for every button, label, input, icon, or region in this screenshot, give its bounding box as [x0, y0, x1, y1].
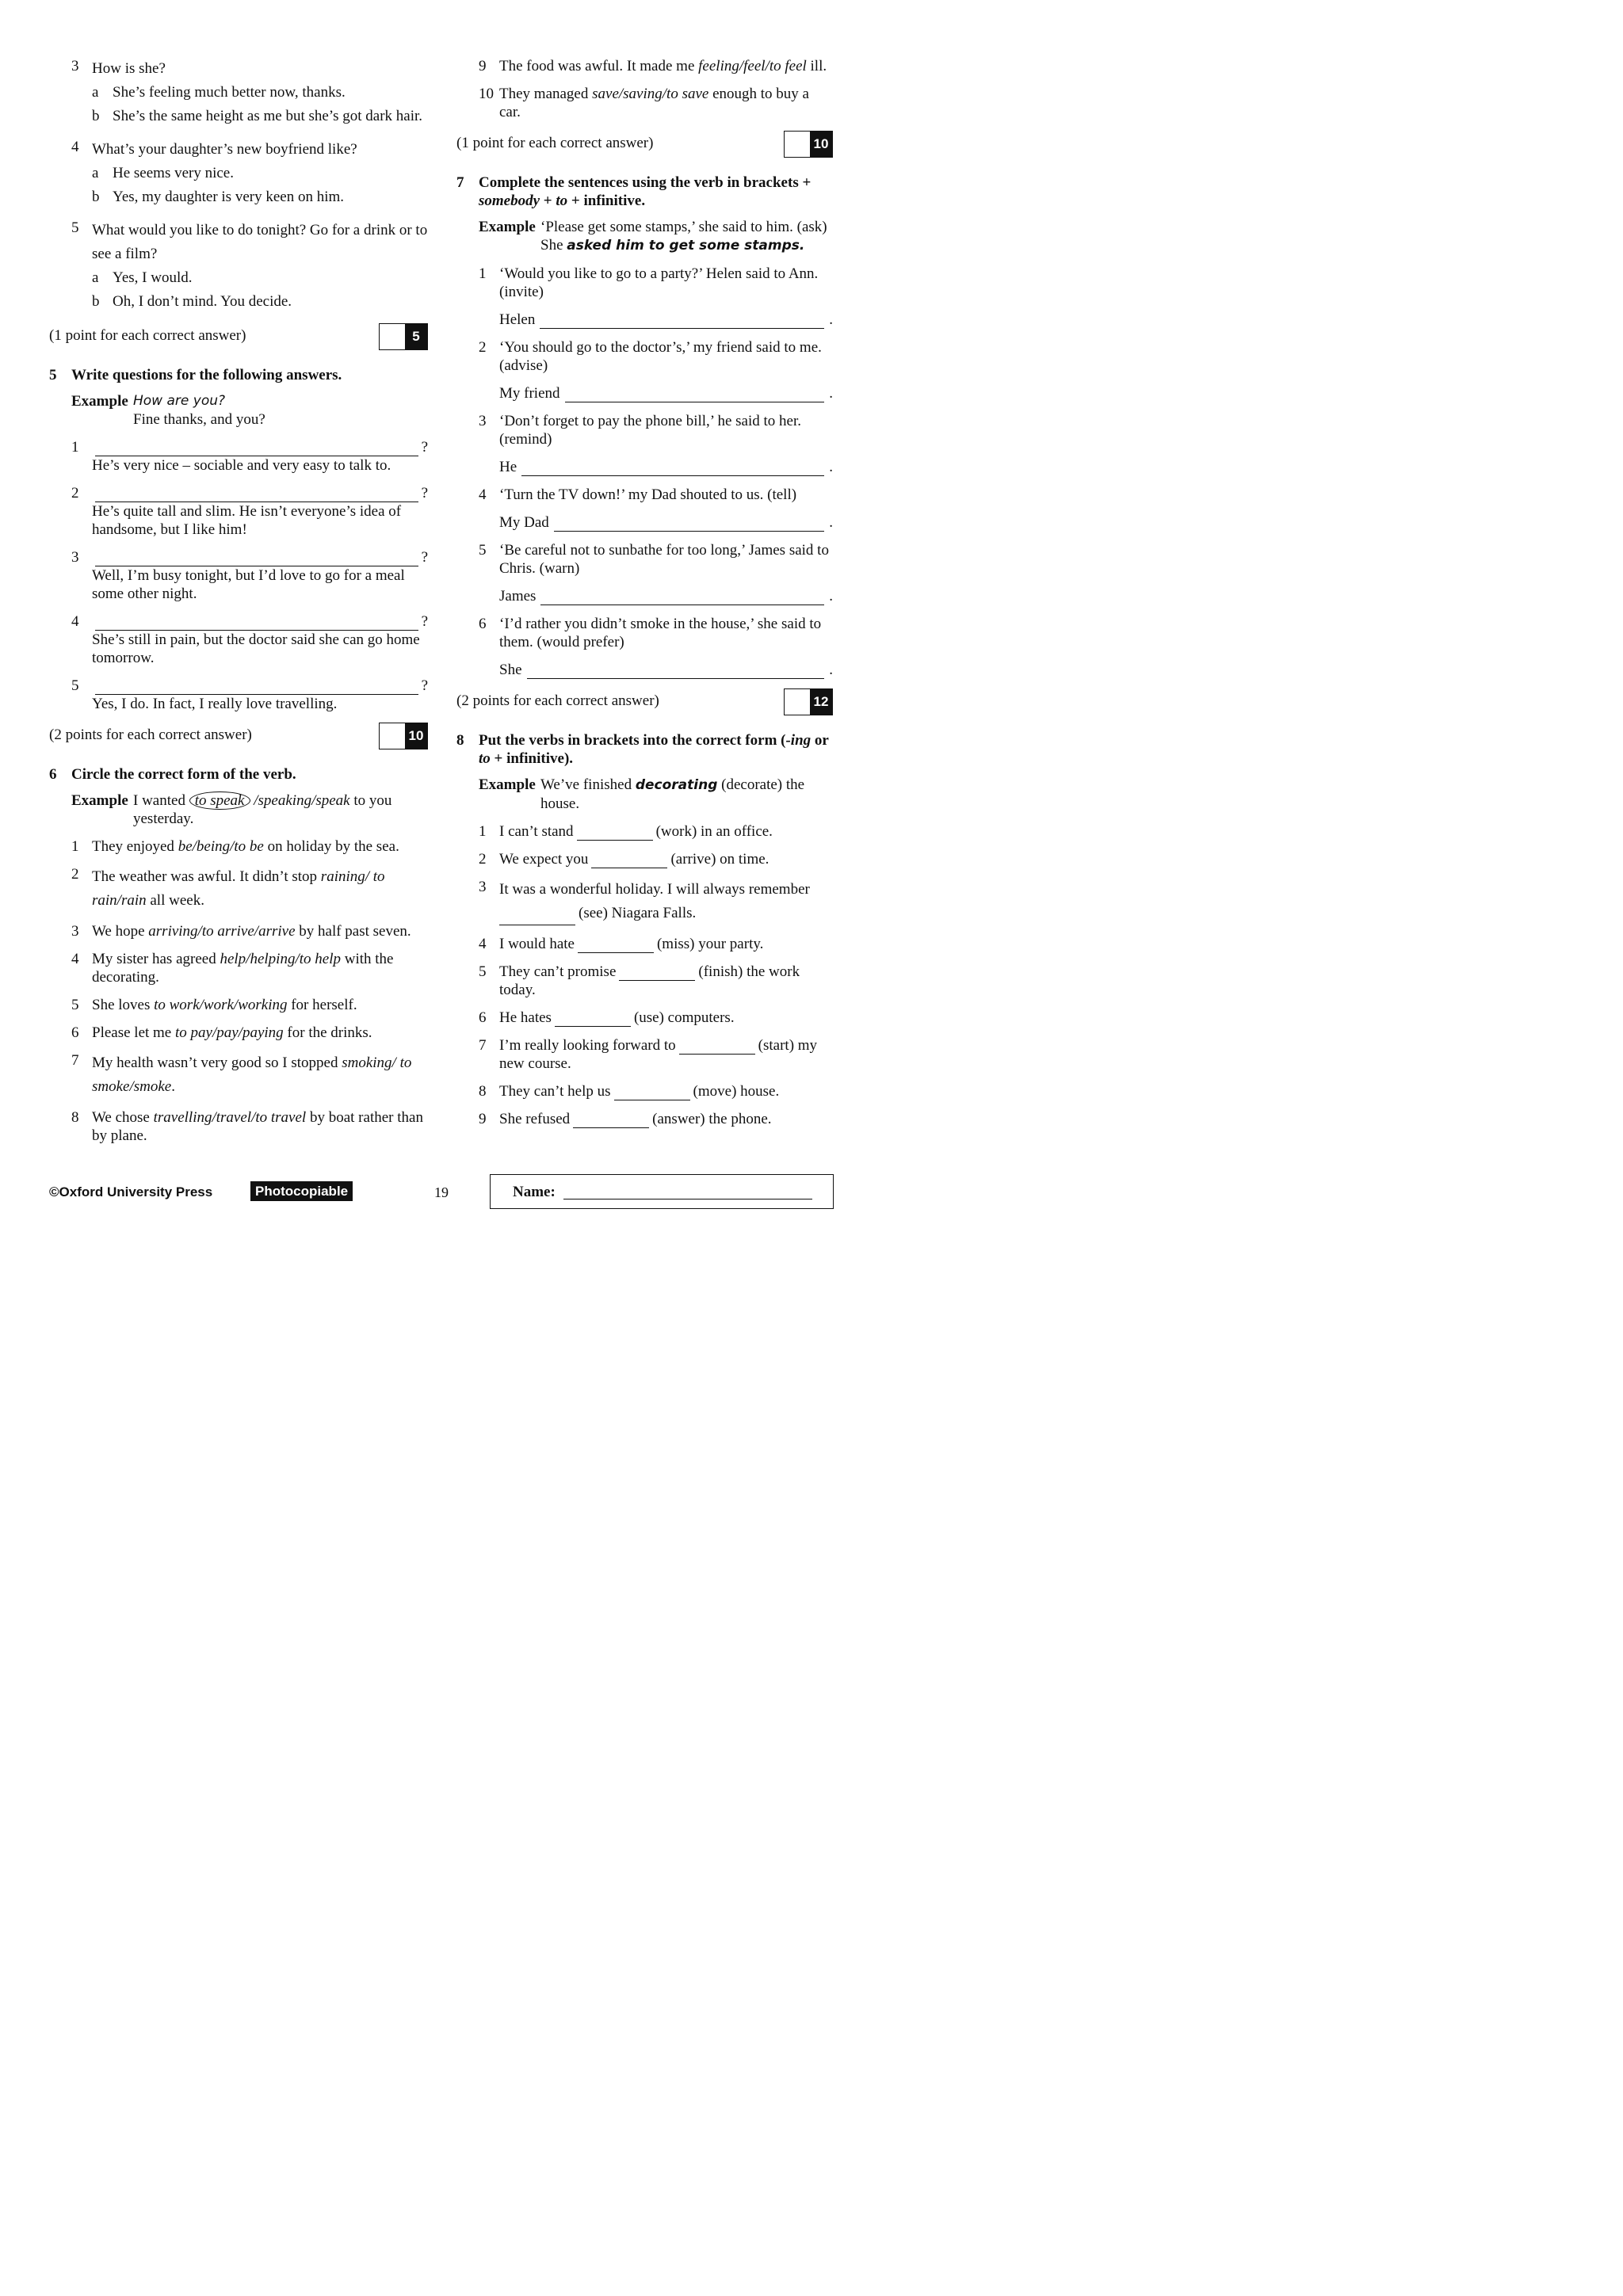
example-post: to you yesterday. [133, 792, 392, 827]
verb-options[interactable]: to work/work/working [154, 997, 288, 1013]
sentence-post: (miss) your party. [656, 936, 764, 952]
verb-options[interactable]: feeling/feel/to feel [698, 58, 807, 74]
question-item [456, 935, 833, 953]
question-item [49, 138, 428, 209]
question-item [456, 1110, 833, 1128]
sentence [499, 935, 833, 953]
sentence-post: (finish) the work today. [499, 963, 800, 998]
sentence-start: My friend [499, 385, 560, 402]
item-number: 9 [479, 1111, 487, 1127]
question-item [49, 57, 428, 128]
sentence-post: ill. [806, 58, 827, 74]
section-title [479, 731, 833, 768]
example-answer: decorating [635, 777, 718, 793]
gap-blank[interactable] [499, 910, 575, 925]
example-label: Example [479, 776, 536, 793]
score-box[interactable] [784, 688, 833, 715]
section-title: Circle the correct form of the verb. [71, 766, 296, 783]
question-item [456, 1036, 833, 1073]
write-in-line[interactable] [95, 440, 418, 456]
item-number: 7 [479, 1037, 487, 1054]
question-item [49, 612, 428, 667]
verb-options[interactable]: help/helping/to help [220, 951, 341, 967]
verb-options[interactable]: travelling/travel/to travel [153, 1109, 307, 1126]
sentence-post: for herself. [287, 997, 357, 1013]
line-end-mark: ? [421, 677, 428, 694]
answer-option[interactable] [92, 81, 428, 105]
item-number: 2 [479, 339, 487, 356]
write-in-line[interactable] [527, 662, 825, 679]
verb-options[interactable]: save/saving/to save [592, 86, 709, 102]
completion-row [499, 311, 833, 329]
line-end-mark: ? [421, 485, 428, 502]
score-box[interactable] [379, 723, 428, 749]
line-end-mark: . [829, 662, 833, 678]
question-item [49, 996, 428, 1014]
gap-blank[interactable] [573, 1113, 649, 1128]
score-box[interactable] [784, 131, 833, 158]
example-start: She [540, 237, 563, 254]
option-text: Oh, I don’t mind. You decide. [113, 293, 292, 310]
sentence-post: with the decorating. [92, 951, 394, 986]
prompt-text: ‘Don’t forget to pay the phone bill,’ he said to her. (remind) [499, 413, 801, 448]
example-label: Example [479, 219, 536, 235]
sentence [499, 850, 833, 868]
example-circled-answer: to speak [189, 791, 250, 810]
title-part: + [540, 193, 556, 209]
item-number: 8 [479, 1083, 487, 1100]
sentence [92, 1024, 428, 1042]
points-row-s5 [49, 723, 428, 751]
sentence-pre: I’m really looking forward to [499, 1037, 676, 1054]
points-text: (1 point for each correct answer) [49, 327, 246, 344]
title-part: to [479, 750, 491, 767]
prompt-text: ‘I’d rather you didn’t smoke in the house,’ she said to them. (would prefer) [499, 616, 822, 650]
sentence-pre: They can’t promise [499, 963, 617, 980]
example-options: /speaking/speak [254, 792, 350, 809]
question-text: What’s your daughter’s new boyfriend like? [92, 141, 357, 158]
question-item [456, 412, 833, 476]
sentence-pre: I would hate [499, 936, 575, 952]
example-prompt: ‘Please get some stamps,’ she said to him. (ask) [540, 219, 827, 235]
example-post: (decorate) the house. [540, 776, 805, 812]
points-text: (2 points for each correct answer) [49, 727, 252, 743]
sentence-pre: My health wasn’t very good so I stopped [92, 1055, 342, 1071]
question4-items [49, 57, 428, 314]
gap-blank[interactable] [679, 1039, 755, 1055]
completion-row [499, 587, 833, 605]
answer-line-row [92, 612, 428, 631]
completion-row [499, 661, 833, 679]
question-item [456, 1082, 833, 1100]
option-letter: b [92, 189, 100, 205]
question-item [456, 615, 833, 679]
item-number: 9 [479, 58, 487, 74]
item-number: 4 [71, 951, 79, 967]
section6-items [49, 837, 428, 1145]
title-part: + infinitive). [490, 750, 574, 767]
verb-options[interactable]: smoking/ to smoke/smoke [92, 1055, 412, 1095]
question-item [456, 822, 833, 841]
item-number: 7 [71, 1052, 79, 1069]
gap-blank[interactable] [591, 853, 667, 868]
item-number: 5 [71, 997, 79, 1013]
write-in-line[interactable] [95, 614, 418, 631]
gap-blank[interactable] [555, 1012, 631, 1027]
sentence [499, 1009, 833, 1027]
answer-line-row [92, 438, 428, 456]
given-answer: Yes, I do. In fact, I really love travelling. [92, 696, 338, 712]
question-item [456, 57, 833, 75]
option-text: She’s the same height as me but she’s got dark hair. [113, 108, 423, 124]
gap-blank[interactable] [577, 826, 653, 841]
completion-row [499, 513, 833, 532]
sentence-pre: My sister has agreed [92, 951, 220, 967]
title-part: somebody [479, 193, 540, 209]
item-number: 5 [479, 542, 487, 559]
question-item [49, 837, 428, 856]
title-part: + infinitive. [567, 193, 646, 209]
sentence [92, 865, 428, 913]
option-letter: a [92, 84, 99, 101]
name-box [490, 1174, 834, 1209]
score-value: 12 [810, 689, 832, 715]
question-item [49, 219, 428, 314]
sentence-post: (arrive) on time. [670, 851, 769, 868]
points-text: (2 points for each correct answer) [456, 692, 659, 709]
sentence-pre: The food was awful. It made me [499, 58, 699, 74]
example-block [456, 218, 833, 255]
sentence-start: Helen [499, 311, 536, 328]
sentence-pre: We expect you [499, 851, 589, 868]
option-text: He seems very nice. [113, 165, 234, 181]
sentence [499, 963, 833, 999]
question-item [456, 963, 833, 999]
item-number: 4 [479, 936, 487, 952]
question-item [49, 1108, 428, 1145]
item-number: 6 [479, 616, 487, 632]
item-number: 1 [479, 823, 487, 840]
sentence-post: (answer) the phone. [652, 1111, 772, 1127]
line-end-mark: . [829, 385, 833, 402]
left-column [49, 57, 428, 1154]
score-value: 5 [405, 324, 427, 349]
sentence [499, 1036, 833, 1073]
section-7 [456, 174, 833, 210]
verb-options[interactable]: raining/ to rain/rain [92, 868, 385, 909]
sentence-pre: It was a wonderful holiday. I will always remember [499, 881, 810, 898]
sentence-post: (work) in an office. [655, 823, 773, 840]
sentence-pre: They can’t help us [499, 1083, 611, 1100]
write-in-line[interactable] [565, 386, 825, 402]
item-number: 4 [71, 613, 79, 630]
question-item [49, 484, 428, 539]
question-text: What would you like to do tonight? Go for a drink or to see a film? [92, 222, 428, 262]
option-letter: b [92, 293, 100, 310]
section-number: 6 [49, 766, 57, 783]
question-item [456, 541, 833, 605]
item-number: 2 [479, 851, 487, 868]
example-pre: We’ve finished [540, 776, 632, 793]
item-number: 2 [71, 866, 79, 883]
answer-line-row [92, 484, 428, 502]
example-block [456, 776, 833, 813]
write-in-line[interactable] [95, 486, 418, 502]
write-in-line[interactable] [554, 515, 824, 532]
question-item [456, 878, 833, 925]
publisher-credit: ©Oxford University Press [49, 1184, 213, 1199]
sentence-pre: Please let me [92, 1024, 175, 1041]
question-item [49, 922, 428, 940]
item-number: 10 [479, 86, 494, 102]
section-number: 7 [456, 174, 464, 191]
given-answer: He’s very nice – sociable and very easy to talk to. [92, 457, 391, 474]
write-in-line[interactable] [540, 589, 824, 605]
answer-line-row [92, 548, 428, 566]
given-answer: He’s quite tall and slim. He isn’t everyone’s idea of handsome, but I like him! [92, 503, 402, 538]
points-text: (1 point for each correct answer) [456, 135, 654, 151]
item-number: 1 [71, 439, 79, 456]
write-in-line[interactable] [521, 460, 824, 476]
sentence [92, 1051, 428, 1099]
sentence-post: . [171, 1078, 175, 1095]
points-row-s7 [456, 688, 833, 717]
sentence [499, 1110, 833, 1128]
sentence-post: (use) computers. [633, 1009, 735, 1026]
sentence [499, 85, 833, 121]
sentence [92, 1108, 428, 1145]
question-item [49, 548, 428, 603]
question-item [49, 677, 428, 713]
section-8 [456, 731, 833, 768]
answer-option[interactable] [92, 105, 428, 128]
item-number: 5 [71, 677, 79, 694]
score-value: 10 [810, 132, 832, 157]
sentence-start: My Dad [499, 514, 549, 531]
option-letter: b [92, 108, 100, 124]
name-label: Name: [513, 1184, 556, 1200]
line-end-mark: . [829, 588, 833, 605]
section-title: Write questions for the following answers. [71, 367, 342, 383]
answer-option[interactable] [92, 185, 428, 209]
gap-blank[interactable] [578, 938, 654, 953]
section7-items [456, 265, 833, 679]
option-text: She’s feeling much better now, thanks. [113, 84, 346, 101]
sentence-pre: We hope [92, 923, 149, 940]
question-item [456, 265, 833, 329]
given-answer: Well, I’m busy tonight, but I’d love to go for a meal some other night. [92, 567, 405, 602]
write-in-line[interactable] [95, 678, 418, 695]
item-number: 2 [71, 485, 79, 502]
title-part: or [811, 732, 829, 749]
item-number: 4 [479, 486, 487, 503]
example-answer: asked him to get some stamps. [567, 238, 805, 254]
title-part: Complete the sentences using the verb in brackets + [479, 174, 812, 191]
item-number: 6 [479, 1009, 487, 1026]
sentence-start: She [499, 662, 522, 678]
sentence-post: by half past seven. [295, 923, 411, 940]
gap-blank[interactable] [614, 1085, 690, 1100]
line-end-mark: ? [421, 439, 428, 456]
example-block [49, 392, 428, 429]
option-text: Yes, my daughter is very keen on him. [113, 189, 345, 205]
prompt-text: ‘Turn the TV down!’ my Dad shouted to us. (tell) [499, 486, 797, 503]
question-text: How is she? [92, 60, 166, 77]
prompt-text: ‘Would you like to go to a party?’ Helen said to Ann. (invite) [499, 265, 819, 300]
sentence-post: by boat rather than by plane. [92, 1109, 423, 1144]
item-number: 5 [479, 963, 487, 980]
sentence-post: (see) Niagara Falls. [579, 905, 697, 921]
line-end-mark: . [829, 311, 833, 328]
photocopiable-badge: Photocopiable [250, 1181, 353, 1201]
title-part: to [556, 193, 568, 209]
sentence-pre: I can’t stand [499, 823, 574, 840]
answer-option[interactable] [92, 290, 428, 314]
section-number: 5 [49, 367, 57, 383]
question-item [49, 1051, 428, 1099]
item-number: 1 [71, 838, 79, 855]
question-item [456, 85, 833, 121]
sentence-post: enough to buy a car. [499, 86, 809, 120]
verb-options[interactable]: be/being/to be [178, 838, 264, 855]
item-number: 3 [71, 549, 79, 566]
verb-options[interactable]: to pay/pay/paying [175, 1024, 284, 1041]
prompt-text: ‘Be careful not to sunbathe for too long,’ James said to Chris. (warn) [499, 542, 829, 577]
example-pre: I wanted [133, 792, 185, 809]
item-number: 3 [71, 923, 79, 940]
sentence [499, 878, 833, 925]
sentence-pre: She refused [499, 1111, 571, 1127]
section-6 [49, 765, 428, 784]
question-item [456, 486, 833, 532]
sentence-pre: The weather was awful. It didn’t stop [92, 868, 321, 885]
write-in-line[interactable] [540, 312, 824, 329]
sentence-pre: He hates [499, 1009, 552, 1026]
sentence [92, 922, 428, 940]
answer-option[interactable] [92, 266, 428, 290]
sentence [92, 996, 428, 1014]
answer-line-row [92, 677, 428, 695]
example-label: Example [71, 792, 128, 809]
example-question: How are you? [133, 393, 226, 409]
line-end-mark: ? [421, 613, 428, 630]
title-part: -ing [785, 732, 812, 749]
option-letter: a [92, 269, 99, 286]
question-item [49, 438, 428, 475]
sentence-post: for the drinks. [283, 1024, 372, 1041]
sentence-post: on holiday by the sea. [263, 838, 399, 855]
question-item [456, 338, 833, 402]
points-row-q4 [49, 323, 428, 352]
answer-option[interactable] [92, 162, 428, 185]
given-answer: She’s still in pain, but the doctor said she can go home tomorrow. [92, 631, 420, 666]
sentence [499, 822, 833, 841]
score-value: 10 [405, 723, 427, 749]
right-column [456, 57, 833, 1138]
item-number: 1 [479, 265, 487, 282]
item-number: 3 [479, 879, 487, 895]
option-text: Yes, I would. [113, 269, 193, 286]
write-in-line[interactable] [95, 550, 418, 566]
sentence-start: He [499, 459, 517, 475]
sentence-pre: She loves [92, 997, 155, 1013]
sentence-pre: We chose [92, 1109, 154, 1126]
section6-items-continued [456, 57, 833, 121]
example-block [49, 791, 428, 828]
gap-blank[interactable] [619, 966, 695, 981]
example-label: Example [71, 393, 128, 410]
completion-row [499, 384, 833, 402]
sentence-post: all week. [146, 892, 204, 909]
sentence [92, 950, 428, 986]
line-end-mark: ? [421, 549, 428, 566]
points-row-s6 [456, 131, 833, 159]
question-item [49, 865, 428, 913]
sentence [92, 837, 428, 856]
verb-options[interactable]: arriving/to arrive/arrive [148, 923, 296, 940]
line-end-mark: . [829, 514, 833, 531]
prompt-text: ‘You should go to the doctor’s,’ my friend said to me. (advise) [499, 339, 822, 374]
sentence-start: James [499, 588, 537, 605]
question-item [456, 1009, 833, 1027]
item-number: 6 [71, 1024, 79, 1041]
question-item [456, 850, 833, 868]
score-box[interactable] [379, 323, 428, 350]
sentence-post: (move) house. [693, 1083, 780, 1100]
example-answer-line [540, 236, 833, 255]
item-number: 8 [71, 1109, 79, 1126]
completion-row [499, 458, 833, 476]
example-answer: Fine thanks, and you? [133, 411, 265, 428]
section8-items [456, 822, 833, 1128]
sentence [499, 1082, 833, 1100]
section5-items [49, 438, 428, 713]
line-end-mark: . [829, 459, 833, 475]
sentence-pre: They enjoyed [92, 838, 178, 855]
section-title [479, 174, 833, 210]
item-number: 5 [71, 219, 79, 236]
option-letter: a [92, 165, 99, 181]
item-number: 3 [479, 413, 487, 429]
section-5 [49, 366, 428, 384]
sentence-post: (start) my new course. [499, 1037, 818, 1072]
item-number: 4 [71, 139, 79, 155]
sentence [499, 57, 833, 75]
page-number: 19 [434, 1184, 449, 1200]
item-number: 3 [71, 58, 79, 74]
section-number: 8 [456, 732, 464, 749]
question-item [49, 950, 428, 986]
question-item [49, 1024, 428, 1042]
sentence-pre: They managed [499, 86, 593, 102]
title-part: Put the verbs in brackets into the correct form ( [479, 732, 786, 749]
